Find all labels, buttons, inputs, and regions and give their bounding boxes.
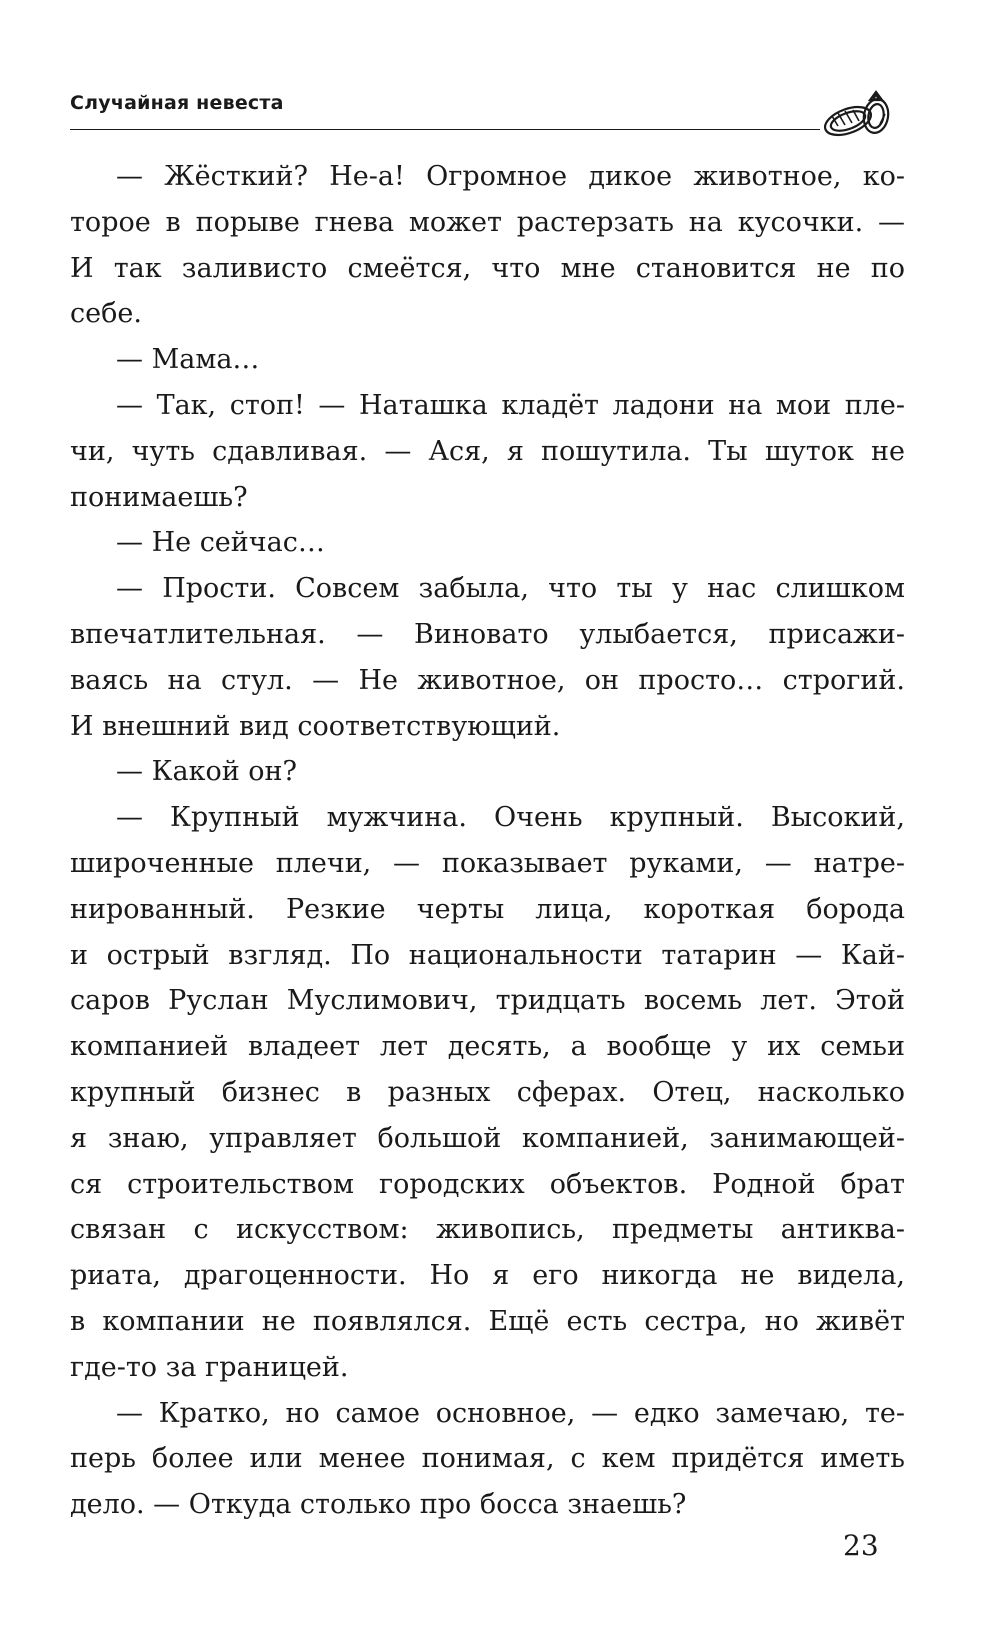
text-line: — Прости. Совсем забыла, что ты у нас слишком — [116, 573, 905, 605]
text-line: — Кратко, но самое основное, — едко замечаю, те- — [116, 1397, 905, 1429]
text-line: И внешний вид соответствующий. — [70, 710, 561, 742]
book-title: Случайная невеста — [70, 92, 284, 114]
text-line: где-то за границей. — [70, 1351, 349, 1383]
text-line: и острый взгляд. По национальности татарин — Кай- — [70, 939, 905, 971]
text-line: И так заливисто смеётся, что мне становится не по — [70, 252, 905, 284]
text-line: перь более или менее понимая, с кем придётся иметь — [70, 1443, 905, 1475]
wedding-rings-icon — [818, 88, 904, 140]
header-rule — [70, 129, 820, 130]
text-line: себе. — [70, 298, 142, 330]
text-line: — Не сейчас… — [116, 527, 325, 559]
text-line: связан с искусством: живопись, предметы антиква- — [70, 1214, 905, 1246]
text-line: — Крупный мужчина. Очень крупный. Высокий, — [116, 802, 905, 834]
text-line: понимаешь? — [70, 481, 248, 513]
text-line: в компании не появлялся. Ещё есть сестра, но живёт — [70, 1305, 905, 1337]
text-line: нированный. Резкие черты лица, короткая борода — [70, 893, 905, 925]
text-line: — Жёсткий? Не-а! Огромное дикое животное, ко- — [116, 161, 905, 192]
page-number: 23 — [843, 1529, 879, 1562]
text-line: — Так, стоп! — Наташка кладёт ладони на мои пле- — [116, 389, 905, 421]
text-line: торое в порыве гнева может растерзать на кусочки. — — [70, 206, 905, 238]
text-line: я знаю, управляет большой компанией, занимающей- — [70, 1122, 905, 1154]
text-line: широченные плечи, — показывает руками, — натре- — [70, 847, 905, 879]
text-line: чи, чуть сдавливая. — Ася, я пошутила. Ты шуток не — [70, 435, 905, 467]
text-line: ваясь на стул. — Не животное, он просто… строгий. — [70, 664, 905, 696]
text-line: — Мама… — [116, 344, 260, 376]
text-line: компанией владеет лет десять, а вообще у их семьи — [70, 1031, 905, 1063]
text-line: дело. — Откуда столько про босса знаешь? — [70, 1489, 687, 1521]
text-line: риата, драгоценности. Но я его никогда не видела, — [70, 1260, 905, 1292]
text-line: — Какой он? — [116, 756, 298, 788]
running-header — [70, 92, 900, 138]
text-line: саров Руслан Муслимович, тридцать восемь лет. Этой — [70, 985, 905, 1017]
body-text — [70, 154, 905, 1528]
text-line: ся строительством городских объектов. Родной брат — [70, 1168, 905, 1200]
text-line: крупный бизнес в разных сферах. Отец, насколько — [70, 1076, 905, 1108]
text-line: впечатлительная. — Виновато улыбается, присажи- — [70, 618, 905, 650]
